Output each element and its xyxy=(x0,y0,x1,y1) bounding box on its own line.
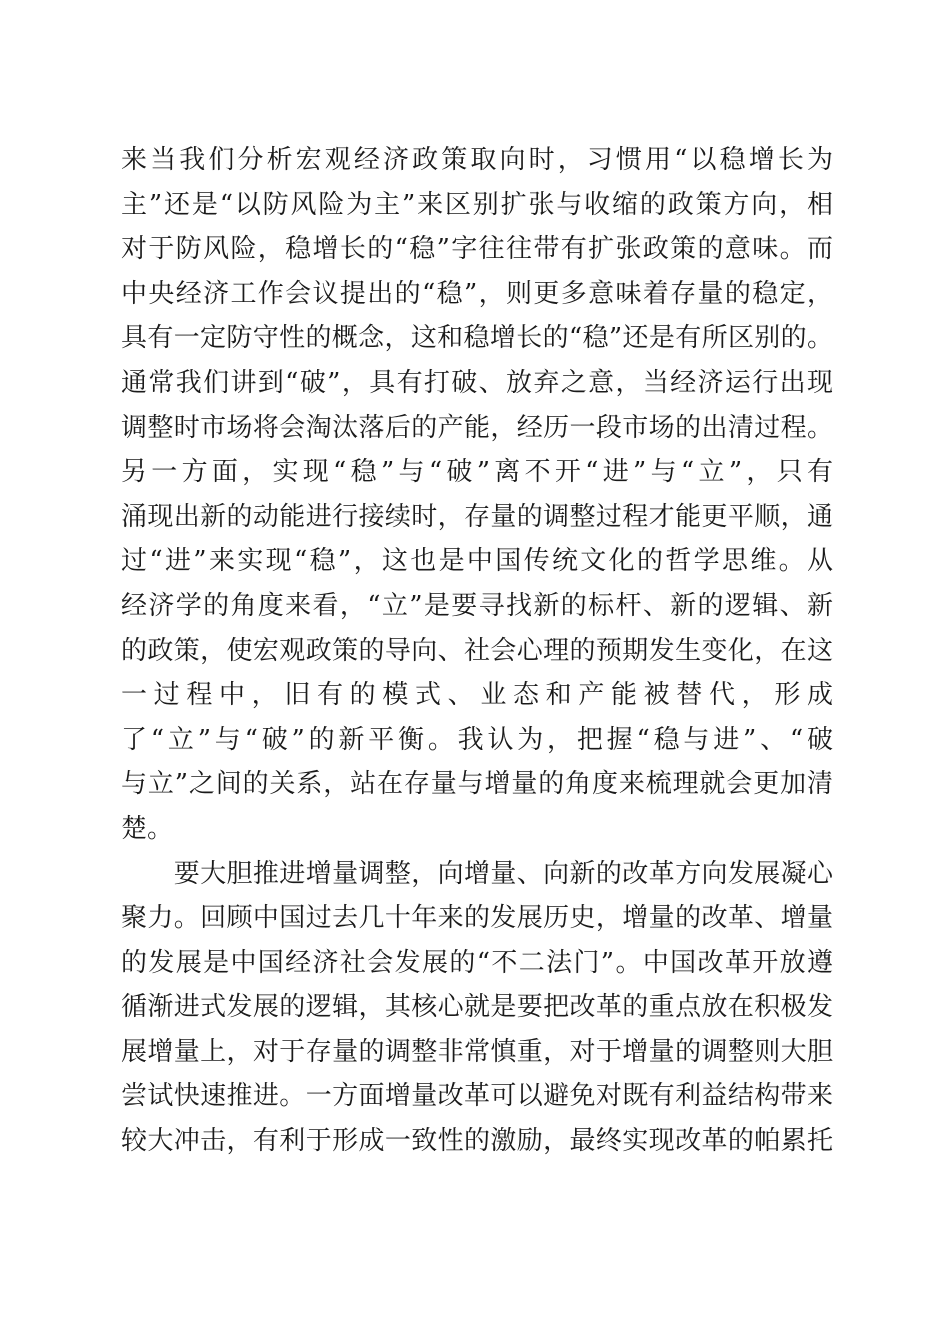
text-line: 通常我们讲到“破”，具有打破、放弃之意，当经济运行出现 xyxy=(121,367,833,398)
text-line: 具有一定防守性的概念，这和稳增长的“稳”还是有所区别的。 xyxy=(121,323,833,354)
text-line: 展增量上，对于存量的调整非常慎重，对于增量的调整则大胆 xyxy=(121,1036,833,1067)
text-line: 另一方面，实现“稳”与“破”离不开“进”与“立”，只有 xyxy=(121,457,833,488)
text-line: 较大冲击，有利于形成一致性的激励，最终实现改革的帕累托 xyxy=(121,1126,833,1157)
text-line: 了“立”与“破”的新平衡。我认为，把握“稳与进”、“破 xyxy=(121,724,833,755)
text-line: 调整时市场将会淘汰落后的产能，经历一段市场的出清过程。 xyxy=(121,412,833,443)
text-line: 来当我们分析宏观经济政策取向时，习惯用“以稳增长为 xyxy=(121,145,833,175)
text-line: 尝试快速推进。一方面增量改革可以避免对既有利益结构带来 xyxy=(121,1081,833,1112)
text-line: 对于防风险，稳增长的“稳”字往往带有扩张政策的意味。而 xyxy=(121,234,833,265)
text-line: 过“进”来实现“稳”，这也是中国传统文化的哲学思维。从 xyxy=(121,546,833,577)
text-line: 的发展是中国经济社会发展的“不二法门”。中国改革开放遵 xyxy=(121,947,833,978)
text-line: 经济学的角度来看，“立”是要寻找新的标杆、新的逻辑、新 xyxy=(121,590,833,621)
text-line: 聚力。回顾中国过去几十年来的发展历史，增量的改革、增量 xyxy=(121,903,833,934)
text-line: 一过程中，旧有的模式、业态和产能被替代，形成 xyxy=(121,680,833,711)
paragraph-end-line: 楚。 xyxy=(121,813,174,844)
text-line: 主”还是“以防风险为主”来区别扩张与收缩的政策方向，相 xyxy=(121,189,833,220)
text-line: 涌现出新的动能进行接续时，存量的调整过程才能更平顺，通 xyxy=(121,501,833,532)
text-line: 循渐进式发展的逻辑，其核心就是要把改革的重点放在积极发 xyxy=(121,992,833,1023)
body-text xyxy=(121,138,833,1164)
text-line: 中央经济工作会议提出的“稳”，则更多意味着存量的稳定， xyxy=(121,278,833,309)
paragraph-start-line: 要大胆推进增量调整，向增量、向新的改革方向发展凝心 xyxy=(121,858,833,889)
text-line: 的政策，使宏观政策的导向、社会心理的预期发生变化，在这 xyxy=(121,635,833,666)
text-line: 与立”之间的关系，站在存量与增量的角度来梳理就会更加清 xyxy=(121,769,833,800)
